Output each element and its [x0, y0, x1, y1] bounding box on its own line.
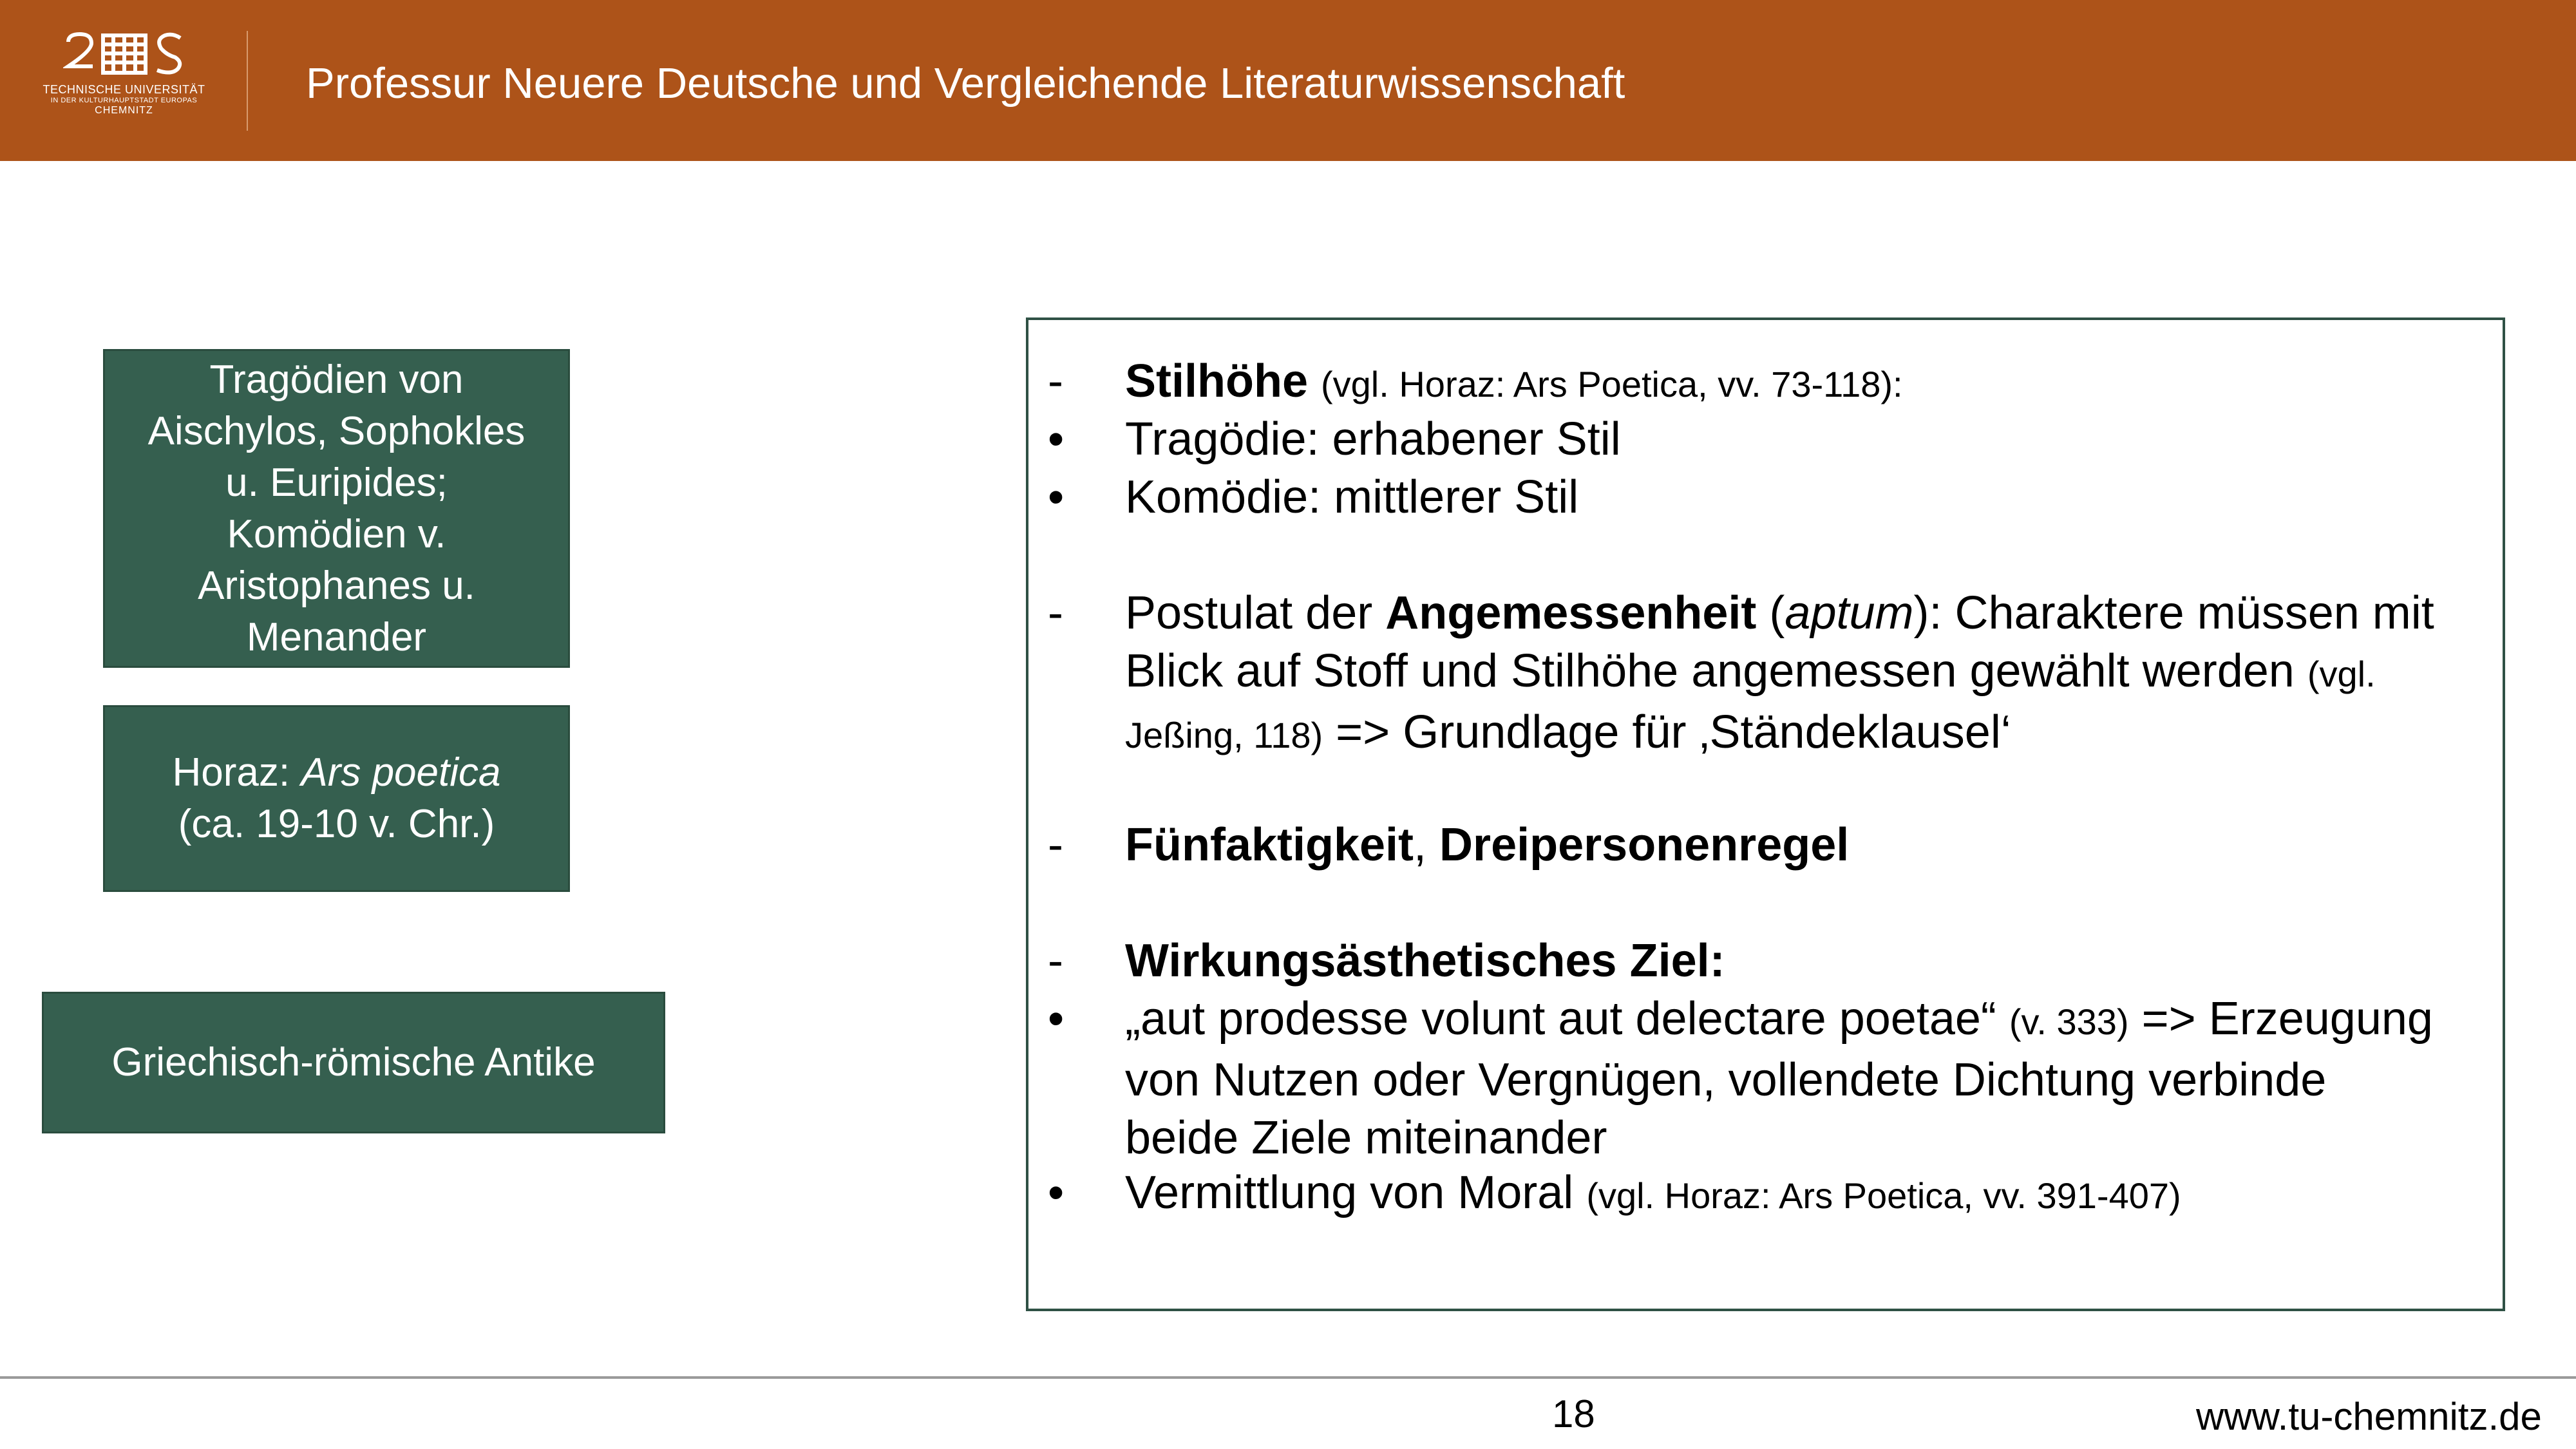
wirkung-heading: Wirkungsästhetisches Ziel: [1125, 935, 1725, 987]
box-line: Aristophanes u. [198, 563, 475, 608]
content-box [1026, 317, 2505, 1311]
logo-text-tagline: IN DER KULTURHAUPTSTADT EUROPAS [50, 97, 198, 104]
box-line: Komödien v. [227, 511, 446, 556]
quote-text: von Nutzen oder Vergnügen, vollendete Dichtung verbinde [1125, 1054, 2327, 1106]
bullet-marker: • [1048, 993, 1065, 1045]
box-horaz-line1 [173, 747, 501, 799]
postulat-text: ): Charaktere müssen mit [1913, 587, 2434, 639]
quote-ref: (v. 333) [2009, 1001, 2129, 1042]
bullet-marker: • [1048, 413, 1065, 465]
box-horaz-prefix: Horaz: [172, 750, 301, 795]
quote-text: „aut prodesse volunt aut delectare poetae“ [1125, 993, 2009, 1045]
box-antike-label: Griechisch-römische Antike [111, 1040, 596, 1084]
website-url: www.tu-chemnitz.de [2196, 1395, 2542, 1438]
list-item [1048, 468, 2477, 526]
tragoedie-text: Tragödie: erhabener Stil [1125, 413, 1621, 465]
komoedie-text: Komödie: mittlerer Stil [1125, 471, 1579, 523]
postulat-text: ( [1756, 587, 1785, 639]
postulat-ref: (vgl. [2307, 654, 2376, 694]
footer-divider [0, 1376, 2576, 1379]
list-item [1048, 932, 2477, 990]
box-horaz-title: Ars poetica [301, 750, 501, 795]
dash-marker: - [1048, 935, 1063, 987]
box-line: u. Euripides; [225, 460, 448, 505]
angemessenheit-bold: Angemessenheit [1385, 587, 1757, 639]
header-divider [247, 31, 248, 131]
logo-text-city: CHEMNITZ [95, 105, 153, 116]
list-item [1048, 410, 2477, 468]
list-item [1048, 352, 2477, 413]
moral-ref: (vgl. Horaz: Ars Poetica, vv. 391-407) [1586, 1175, 2181, 1216]
list-item [1048, 816, 2477, 874]
page-number: 18 [1552, 1392, 1595, 1435]
postulat-text: Blick auf Stoff und Stilhöhe angemessen gewählt werden [1125, 645, 2307, 697]
dash-marker: - [1048, 587, 1063, 639]
box-line: Aischylos, Sophokles [147, 408, 526, 453]
bullet-marker: • [1048, 1167, 1065, 1218]
box-line: Tragödien von [209, 357, 464, 402]
moral-text: Vermittlung von Moral [1125, 1167, 1587, 1218]
quote-text: => Erzeugung [2128, 993, 2433, 1045]
box-antike [42, 992, 665, 1133]
box-tragedies [103, 349, 570, 668]
quote-text: beide Ziele miteinander [1125, 1112, 1607, 1164]
stilhoehe-heading: Stilhöhe [1125, 355, 1308, 407]
header-title: Professur Neuere Deutsche und Vergleichende Literaturwissenschaft [306, 59, 1625, 108]
header-bar [0, 0, 2576, 161]
dreipersonenregel-bold: Dreipersonenregel [1439, 819, 1850, 871]
separator: , [1414, 819, 1440, 871]
box-line: Menander [246, 614, 427, 659]
tu-chemnitz-logo [39, 29, 209, 135]
dash-marker: - [1048, 355, 1063, 407]
stilhoehe-ref: (vgl. Horaz: Ars Poetica, vv. 73-118): [1321, 364, 1903, 404]
university-logo-icon [63, 29, 185, 79]
list-item [1048, 584, 2477, 764]
box-horaz-line2: (ca. 19-10 v. Chr.) [178, 802, 495, 846]
postulat-text: => Grundlage für ‚Ständeklausel‘ [1323, 706, 2011, 758]
postulat-ref: Jeßing, 118) [1125, 715, 1323, 755]
list-item [1048, 1164, 2477, 1225]
dash-marker: - [1048, 819, 1063, 871]
aptum-italic: aptum [1785, 587, 1914, 639]
postulat-text: Postulat der [1125, 587, 1386, 639]
fuenfaktigkeit-bold: Fünfaktigkeit [1125, 819, 1414, 871]
logo-text-university: TECHNISCHE UNIVERSITÄT [43, 83, 205, 96]
list-item [1048, 990, 2477, 1167]
box-horaz [103, 705, 570, 892]
bullet-marker: • [1048, 471, 1065, 523]
